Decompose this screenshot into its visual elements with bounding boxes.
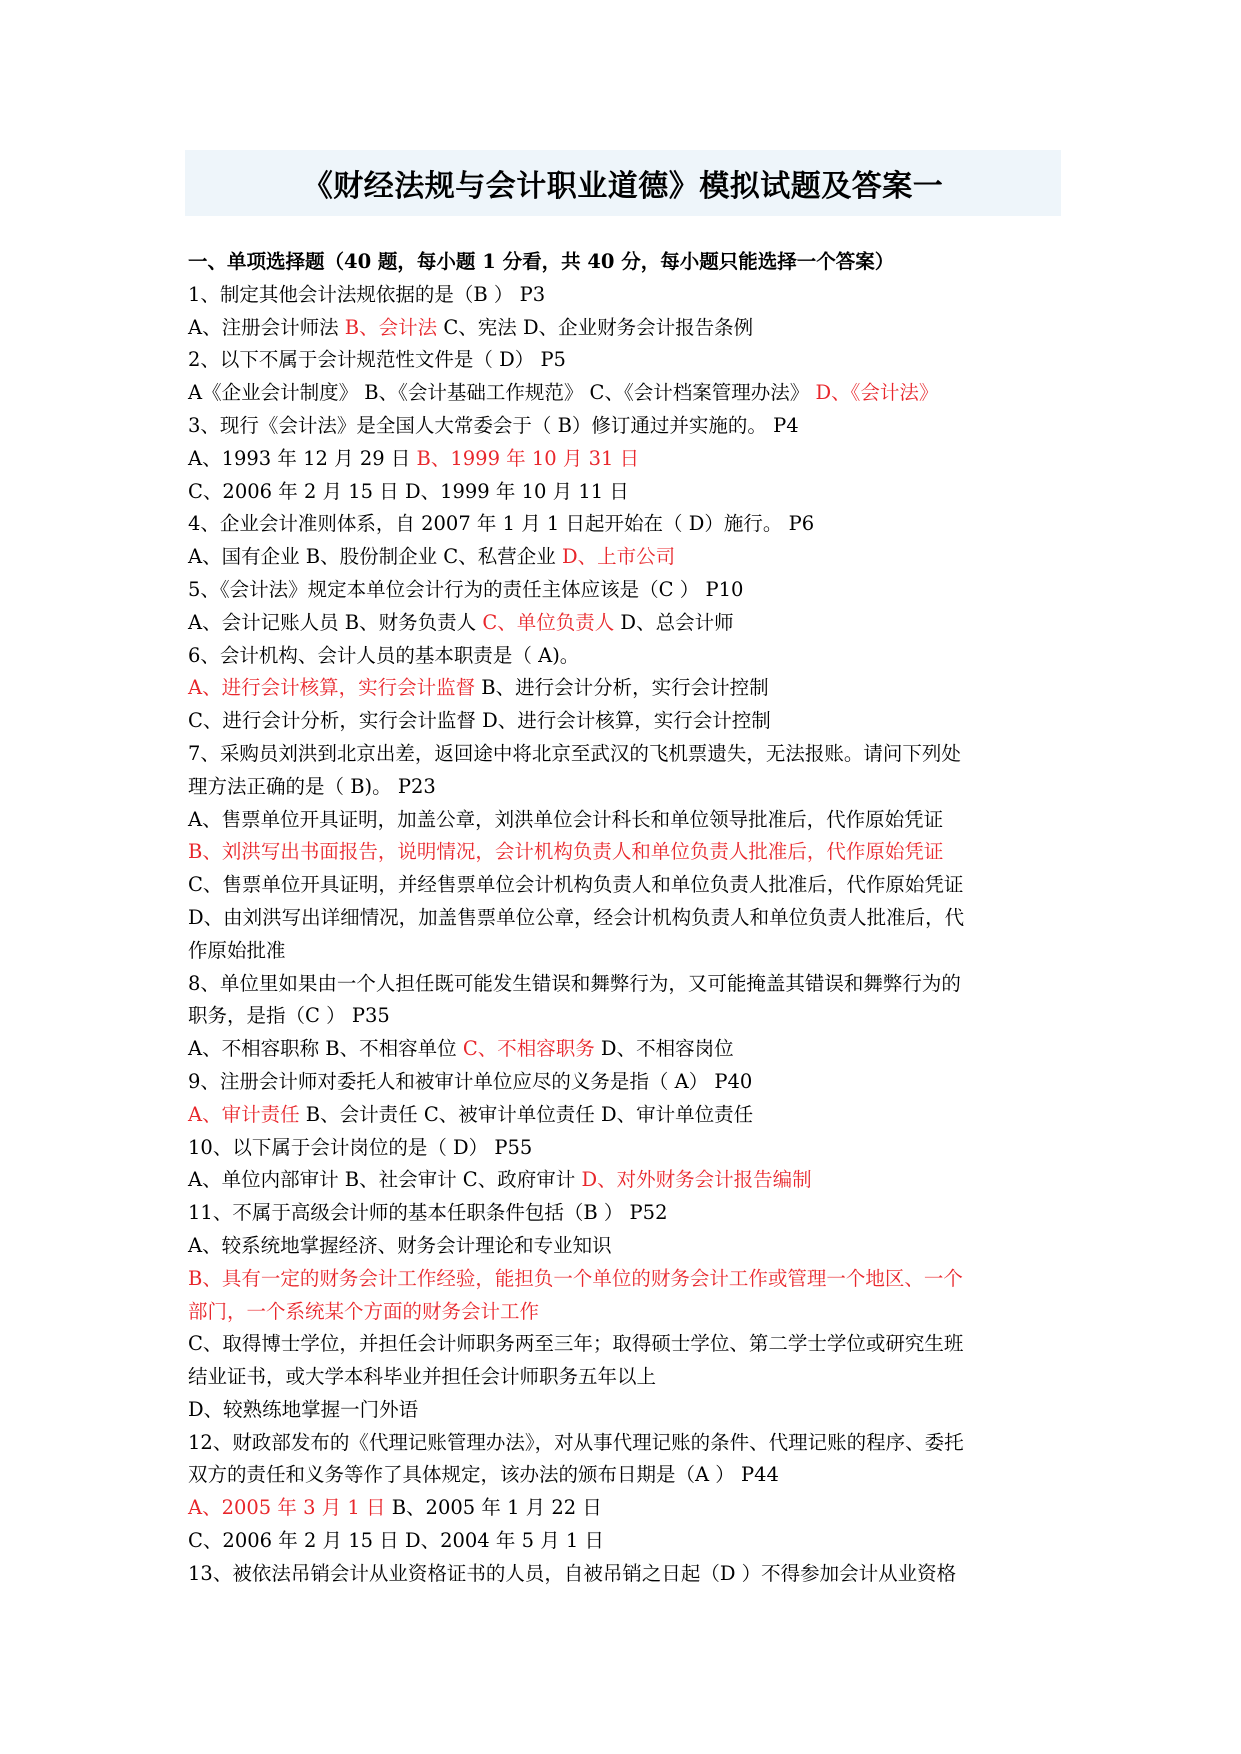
line-text: 5、《会计法》规定本单位会计行为的责任主体应该是（C ） P10 xyxy=(188,577,744,601)
line-text: C、售票单位开具证明，并经售票单位会计机构负责人和单位负责人批准后，代作原始凭证 xyxy=(188,873,964,897)
line-text: 2、以下不属于会计规范性文件是（ D） P5 xyxy=(188,348,566,372)
text-line xyxy=(188,836,1068,869)
line-text: 双方的责任和义务等作了具体规定，该办法的颁布日期是（A ） P44 xyxy=(188,1463,779,1487)
answer-text: C、不相容职务 xyxy=(462,1037,595,1061)
line-text: A、注册会计师法 xyxy=(188,315,345,339)
line-text: 6、会计机构、会计人员的基本职责是（ A)。 xyxy=(188,643,580,667)
line-text: B、2005 年 1 月 22 日 xyxy=(385,1496,602,1520)
text-line xyxy=(188,1558,1068,1591)
text-line xyxy=(188,1164,1068,1197)
text-line xyxy=(188,1033,1068,1066)
text-line xyxy=(188,869,1068,902)
text-line xyxy=(188,1296,1068,1329)
line-text: A、较系统地掌握经济、财务会计理论和专业知识 xyxy=(188,1233,612,1257)
text-line xyxy=(188,476,1068,509)
text-line xyxy=(188,1394,1068,1427)
line-text: 4、企业会计准则体系，自 2007 年 1 月 1 日起开始在（ D）施行。 P6 xyxy=(188,512,815,536)
text-line xyxy=(188,1197,1068,1230)
line-text: D、总会计师 xyxy=(614,610,734,634)
answer-text: A、2005 年 3 月 1 日 xyxy=(188,1496,386,1520)
text-line xyxy=(188,508,1068,541)
text-line xyxy=(188,443,1068,476)
answer-text: D、对外财务会计报告编制 xyxy=(581,1168,812,1192)
text-line xyxy=(188,804,1068,837)
line-text: C、2006 年 2 月 15 日 D、1999 年 10 月 11 日 xyxy=(188,479,629,503)
text-line xyxy=(188,968,1068,1001)
line-text: 3、现行《会计法》是全国人大常委会于（ B）修订通过并实施的。 P4 xyxy=(188,413,799,437)
answer-text: B、1999 年 10 月 31 日 xyxy=(416,446,640,470)
text-line xyxy=(188,1328,1068,1361)
text-line xyxy=(188,541,1068,574)
line-text: D、较熟练地掌握一门外语 xyxy=(188,1397,419,1421)
line-text: 11、不属于高级会计师的基本任职条件包括（B ） P52 xyxy=(188,1201,668,1225)
line-text: A、售票单位开具证明，加盖公章，刘洪单位会计科长和单位领导批准后，代作原始凭证 xyxy=(188,807,944,831)
text-line xyxy=(188,1000,1068,1033)
section-heading xyxy=(188,246,1068,279)
text-line xyxy=(188,1427,1068,1460)
text-line xyxy=(188,410,1068,443)
text-line xyxy=(188,607,1068,640)
text-line xyxy=(188,705,1068,738)
answer-text: 部门，一个系统某个方面的财务会计工作 xyxy=(188,1299,540,1323)
text-line xyxy=(188,377,1068,410)
answer-text: D、上市公司 xyxy=(561,545,676,569)
answer-text: A、进行会计核算，实行会计监督 xyxy=(188,676,476,700)
text-line xyxy=(188,1459,1068,1492)
line-text: B、进行会计分析，实行会计控制 xyxy=(475,676,769,700)
line-text: A《企业会计制度》 B、《会计基础工作规范》 C、《会计档案管理办法》 xyxy=(188,381,816,405)
line-text: C、进行会计分析，实行会计监督 D、进行会计核算，实行会计控制 xyxy=(188,709,771,733)
answer-text: D、《会计法》 xyxy=(815,381,939,405)
line-text: A、不相容职称 B、不相容单位 xyxy=(188,1037,463,1061)
line-text: A、单位内部审计 B、社会审计 C、政府审计 xyxy=(188,1168,582,1192)
line-text: 7、采购员刘洪到北京出差，返回途中将北京至武汉的飞机票遗失，无法报账。请问下列处 xyxy=(188,741,961,765)
answer-text: A、审计责任 xyxy=(188,1102,300,1126)
line-text: 12、财政部发布的《代理记账管理办法》，对从事代理记账的条件、代理记账的程序、委托 xyxy=(188,1430,964,1454)
text-line xyxy=(188,1132,1068,1165)
text-line xyxy=(188,1492,1068,1525)
document-title: 《财经法规与会计职业道德》模拟试题及答案一 xyxy=(302,169,944,204)
answer-text: C、单位负责人 xyxy=(482,610,615,634)
text-line xyxy=(188,574,1068,607)
line-text: 13、被依法吊销会计从业资格证书的人员，自被吊销之日起（D ）不得参加会计从业资格 xyxy=(188,1561,957,1585)
line-text: 10、以下属于会计岗位的是（ D） P55 xyxy=(188,1135,533,1159)
line-text: 职务，是指（C ） P35 xyxy=(188,1004,390,1028)
line-text: B、会计责任 C、被审计单位责任 D、审计单位责任 xyxy=(299,1102,754,1126)
line-text: 一、单项选择题（40 题，每小题 1 分看，共 40 分，每小题只能选择一个答案） xyxy=(188,250,895,273)
line-text: A、国有企业 B、股份制企业 C、私营企业 xyxy=(188,545,562,569)
text-line xyxy=(188,902,1068,935)
line-text: 9、注册会计师对委托人和被审计单位应尽的义务是指（ A） P40 xyxy=(188,1069,753,1093)
text-line xyxy=(188,771,1068,804)
answer-text: B、会计法 xyxy=(344,315,438,339)
document-body xyxy=(188,246,1068,1591)
line-text: C、宪法 D、企业财务会计报告条例 xyxy=(437,315,754,339)
text-line xyxy=(188,738,1068,771)
line-text: C、取得博士学位，并担任会计师职务两至三年；取得硕士学位、第二学士学位或研究生班 xyxy=(188,1332,964,1356)
answer-text: B、具有一定的财务会计工作经验，能担负一个单位的财务会计工作或管理一个地区、一个 xyxy=(188,1266,963,1290)
line-text: 理方法正确的是（ B)。 P23 xyxy=(188,774,436,798)
title-banner xyxy=(185,150,1061,216)
text-line xyxy=(188,1361,1068,1394)
text-line xyxy=(188,1230,1068,1263)
text-line xyxy=(188,344,1068,377)
line-text: 8、单位里如果由一个人担任既可能发生错误和舞弊行为，又可能掩盖其错误和舞弊行为的 xyxy=(188,971,961,995)
line-text: D、由刘洪写出详细情况，加盖售票单位公章，经会计机构负责人和单位负责人批准后，代 xyxy=(188,905,965,929)
line-text: D、不相容岗位 xyxy=(594,1037,734,1061)
text-line xyxy=(188,279,1068,312)
line-text: A、1993 年 12 月 29 日 xyxy=(188,446,417,470)
text-line xyxy=(188,640,1068,673)
line-text: 结业证书，或大学本科毕业并担任会计师职务五年以上 xyxy=(188,1365,657,1389)
text-line xyxy=(188,1525,1068,1558)
text-line xyxy=(188,672,1068,705)
text-line xyxy=(188,1263,1068,1296)
text-line xyxy=(188,312,1068,345)
text-line xyxy=(188,1066,1068,1099)
answer-text: B、刘洪写出书面报告，说明情况，会计机构负责人和单位负责人批准后，代作原始凭证 xyxy=(188,840,944,864)
line-text: 作原始批准 xyxy=(188,938,286,962)
line-text: C、2006 年 2 月 15 日 D、2004 年 5 月 1 日 xyxy=(188,1529,605,1553)
line-text: A、会计记账人员 B、财务负责人 xyxy=(188,610,483,634)
line-text: 1、制定其他会计法规依据的是（B ） P3 xyxy=(188,282,546,306)
text-line xyxy=(188,935,1068,968)
text-line xyxy=(188,1099,1068,1132)
